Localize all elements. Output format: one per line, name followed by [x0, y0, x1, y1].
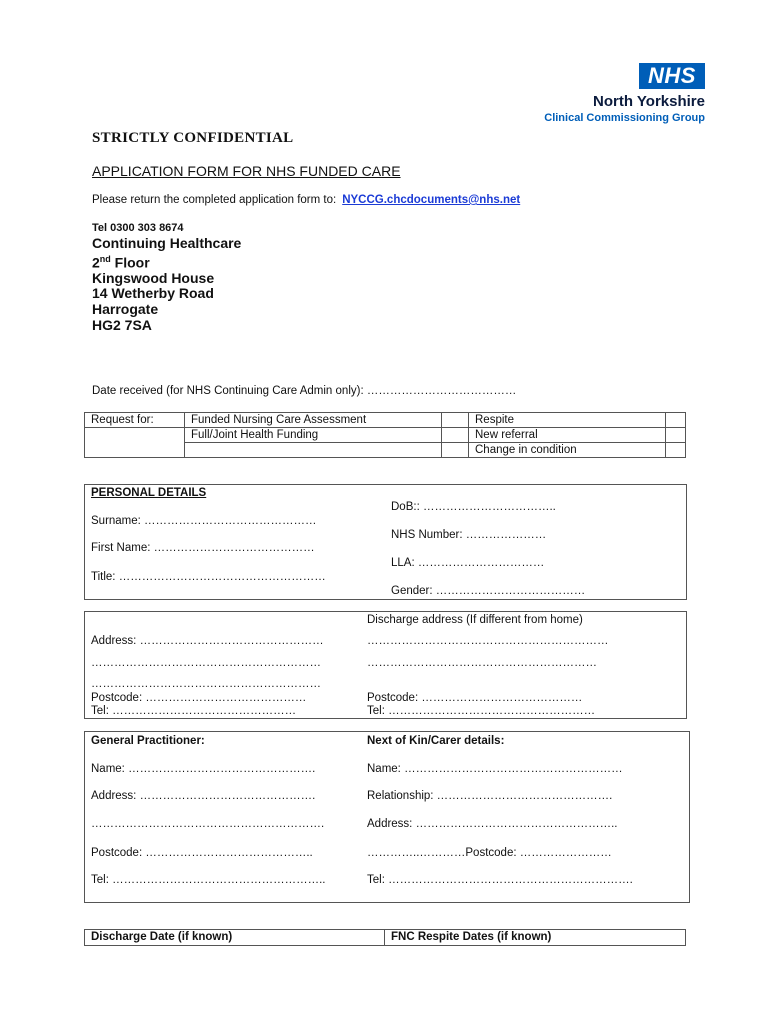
request-option: Change in condition — [469, 443, 666, 458]
request-table — [84, 412, 686, 458]
address-line: Continuing Healthcare — [92, 235, 242, 251]
discharge-address-line[interactable]: …………………………………………………… — [367, 657, 597, 669]
discharge-tel-field[interactable]: Tel: ……………………………………………… — [367, 705, 596, 717]
home-tel-field[interactable]: Tel: ………………………………………… — [91, 705, 297, 717]
home-postcode-field[interactable]: Postcode: …………………………………… — [91, 692, 307, 704]
request-checkbox[interactable] — [666, 413, 686, 428]
discharge-address-heading: Discharge address (If different from home) — [367, 614, 583, 626]
request-option: Respite — [469, 413, 666, 428]
form-title: APPLICATION FORM FOR NHS FUNDED CARE — [92, 163, 401, 179]
request-label: Request for: — [85, 413, 185, 428]
home-address-line[interactable]: …………………………………………………… — [91, 678, 321, 690]
return-email-link[interactable]: NYCCG.chcdocuments@nhs.net — [342, 194, 521, 206]
postal-address — [92, 236, 241, 333]
request-checkbox[interactable] — [442, 413, 469, 428]
kin-postcode-field[interactable]: …………..…………Postcode: …………………… — [367, 847, 612, 859]
request-option: New referral — [469, 428, 666, 443]
kin-name-field[interactable]: Name: ………………………………………………… — [367, 763, 623, 775]
confidential-label: STRICTLY CONFIDENTIAL — [92, 130, 294, 146]
kin-heading: Next of Kin/Carer details: — [367, 735, 505, 747]
home-address-field[interactable]: Address: ………………………………………… — [91, 635, 324, 647]
personal-details-heading: PERSONAL DETAILS — [91, 487, 207, 499]
nhs-number-field[interactable]: NHS Number: ………………… — [391, 529, 547, 541]
org-subtitle: Clinical Commissioning Group — [544, 112, 705, 124]
request-checkbox[interactable] — [442, 443, 469, 458]
address-line: Kingswood House — [92, 269, 215, 286]
request-option: Full/Joint Health Funding — [185, 428, 442, 443]
request-checkbox[interactable] — [442, 428, 469, 443]
discharge-postcode-field[interactable]: Postcode: …………………………………… — [367, 692, 583, 704]
phone-number: Tel 0300 303 8674 — [92, 222, 184, 234]
date-received-field[interactable]: Date received (for NHS Continuing Care Admin only): ………………………………… — [92, 385, 517, 397]
dob-field[interactable]: DoB:: …………………………….. — [391, 501, 556, 513]
surname-field[interactable]: Surname: ……………………………………… — [91, 515, 317, 527]
fnc-respite-dates-field[interactable]: FNC Respite Dates (if known) — [385, 930, 686, 946]
discharge-date-field[interactable]: Discharge Date (if known) — [85, 930, 385, 946]
request-option: Funded Nursing Care Assessment — [185, 413, 442, 428]
request-checkbox[interactable] — [666, 443, 686, 458]
address-line: HG2 7SA — [92, 316, 152, 333]
gender-field[interactable]: Gender: ………………………………… — [391, 585, 586, 597]
gp-postcode-field[interactable]: Postcode: …………………………………….. — [91, 847, 313, 859]
kin-address-field[interactable]: Address: …………………………………………….. — [367, 818, 618, 830]
gp-name-field[interactable]: Name: …………………………………………. — [91, 763, 316, 775]
discharge-dates-table — [84, 929, 686, 946]
gp-address-line[interactable]: ……………………………………………………. — [91, 818, 325, 830]
first-name-field[interactable]: First Name: …………………………………… — [91, 542, 315, 554]
org-name: North Yorkshire — [593, 93, 705, 110]
address-line: 14 Wetherby Road — [92, 285, 214, 302]
title-field[interactable]: Title: ……………………………………………… — [91, 571, 326, 583]
address-line: 2nd Floor — [92, 253, 150, 271]
gp-tel-field[interactable]: Tel: ……………………………………………….. — [91, 874, 326, 886]
request-checkbox[interactable] — [666, 428, 686, 443]
home-address-line[interactable]: …………………………………………………… — [91, 657, 321, 669]
return-instructions — [92, 194, 520, 206]
gp-heading: General Practitioner: — [91, 735, 205, 747]
gp-address-field[interactable]: Address: ………………………………………. — [91, 790, 316, 802]
return-text: Please return the completed application form to: — [92, 194, 337, 206]
request-option — [185, 443, 442, 458]
kin-tel-field[interactable]: Tel: ………………………………………………………. — [367, 874, 633, 886]
kin-relationship-field[interactable]: Relationship: ………………………………………. — [367, 790, 613, 802]
lla-field[interactable]: LLA: …………………………… — [391, 557, 545, 569]
nhs-logo: NHS — [639, 63, 705, 89]
discharge-address-field[interactable]: ……………………………………………………… — [367, 635, 609, 647]
address-line: Harrogate — [92, 301, 159, 318]
